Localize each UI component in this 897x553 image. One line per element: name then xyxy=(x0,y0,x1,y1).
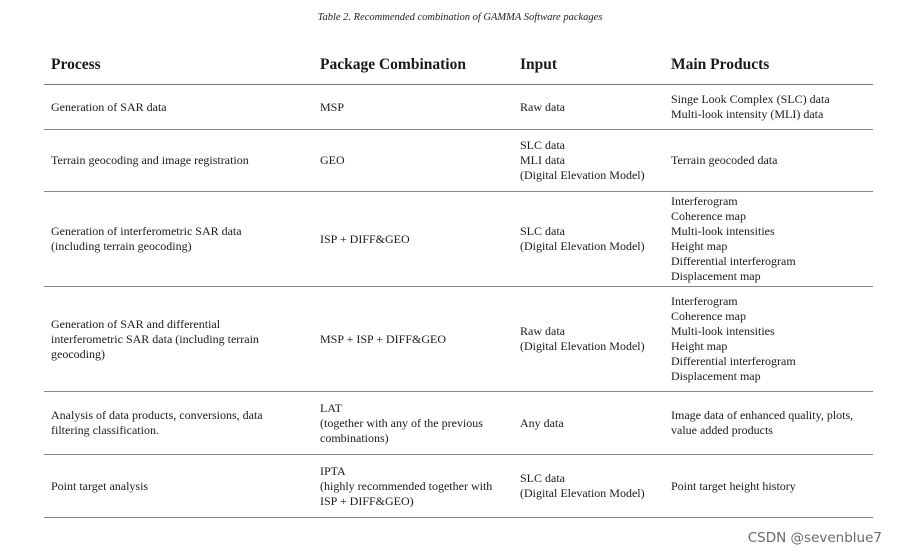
cell-main-products-line: Coherence map xyxy=(671,309,746,323)
cell-process xyxy=(44,455,313,518)
cell-package-combination xyxy=(313,192,513,287)
cell-process-line: interferometric SAR data (including terrain xyxy=(51,331,259,346)
cell-input-line: SLC data xyxy=(520,224,565,238)
cell-main-products-line: Terrain geocoded data xyxy=(671,153,778,167)
cell-process-line: filtering classification. xyxy=(51,423,159,437)
cell-package-combination xyxy=(313,130,513,192)
cell-input-line: (Digital Elevation Model) xyxy=(520,339,645,353)
cell-input-line: Any data xyxy=(520,415,564,430)
cell-input xyxy=(513,455,664,518)
cell-process-line: Terrain geocoding and image registration xyxy=(51,153,249,167)
cell-package-combination-line: MSP xyxy=(320,99,345,114)
cell-main-products-line: Interferogram xyxy=(671,294,738,308)
cell-main-products-line: value added products xyxy=(671,423,773,437)
cell-package-combination-line: combinations) xyxy=(320,430,389,445)
cell-package-combination xyxy=(313,85,513,130)
cell-input-line: (Digital Elevation Model) xyxy=(520,486,645,500)
cell-main-products-line: Displacement map xyxy=(671,269,761,283)
cell-package-combination xyxy=(313,392,513,455)
cell-process-line: Generation of SAR data xyxy=(51,99,167,114)
cell-main-products-line: Point target height history xyxy=(671,478,796,493)
cell-main-products xyxy=(664,455,873,518)
cell-package-combination-line: IPTA xyxy=(320,463,346,478)
cell-main-products-line: Height map xyxy=(671,339,728,353)
table-row xyxy=(44,392,873,455)
cell-input-line: MLI data xyxy=(520,153,565,167)
cell-package-combination-line: ISP + DIFF&GEO) xyxy=(320,493,414,508)
cell-input-line: Raw data xyxy=(520,99,565,114)
cell-main-products xyxy=(664,287,873,392)
cell-process-line: Generation of interferometric SAR data xyxy=(51,224,242,238)
cell-input xyxy=(513,392,664,455)
cell-process-line: geocoding) xyxy=(51,346,105,361)
table-header-row xyxy=(44,44,873,85)
cell-main-products-line: Singe Look Complex (SLC) data xyxy=(671,92,830,106)
cell-main-products-line: Image data of enhanced quality, plots, xyxy=(671,408,854,422)
cell-process-line: Analysis of data products, conversions, data xyxy=(51,408,263,422)
cell-package-combination-line: (highly recommended together with xyxy=(320,478,493,493)
cell-process xyxy=(44,85,313,130)
cell-process xyxy=(44,192,313,287)
cell-main-products-line: Coherence map xyxy=(671,209,746,223)
table-row xyxy=(44,192,873,287)
cell-process xyxy=(44,392,313,455)
header-main-products: Main Products xyxy=(664,44,873,85)
cell-package-combination-line: (together with any of the previous xyxy=(320,415,483,430)
cell-main-products-line: Differential interferogram xyxy=(671,254,796,268)
cell-package-combination-line: MSP + ISP + DIFF&GEO xyxy=(320,331,447,346)
cell-main-products-line: Multi-look intensities xyxy=(671,324,775,338)
cell-main-products xyxy=(664,192,873,287)
cell-input-line: (Digital Elevation Model) xyxy=(520,168,645,182)
cell-main-products-line: Height map xyxy=(671,239,728,253)
cell-input-line: Raw data xyxy=(520,324,565,338)
cell-main-products xyxy=(664,392,873,455)
cell-main-products xyxy=(664,130,873,192)
table-row xyxy=(44,85,873,130)
cell-main-products xyxy=(664,85,873,130)
cell-input xyxy=(513,85,664,130)
cell-package-combination xyxy=(313,287,513,392)
table-row xyxy=(44,455,873,518)
cell-package-combination xyxy=(313,455,513,518)
cell-process-line: Point target analysis xyxy=(51,478,149,493)
watermark: CSDN @sevenblue7 xyxy=(747,530,882,546)
cell-input-line: SLC data xyxy=(520,138,565,152)
header-package-combination: Package Combination xyxy=(313,44,513,85)
cell-process-line: Generation of SAR and differential xyxy=(51,316,221,331)
cell-main-products-line: Multi-look intensities xyxy=(671,224,775,238)
cell-process xyxy=(44,287,313,392)
cell-main-products-line: Multi-look intensity (MLI) data xyxy=(671,107,824,121)
cell-input-line: (Digital Elevation Model) xyxy=(520,239,645,253)
cell-main-products-line: Differential interferogram xyxy=(671,354,796,368)
table-row xyxy=(44,287,873,392)
cell-main-products-line: Displacement map xyxy=(671,369,761,383)
cell-input xyxy=(513,130,664,192)
cell-package-combination-line: LAT xyxy=(320,400,342,415)
cell-main-products-line: Interferogram xyxy=(671,194,738,208)
header-input: Input xyxy=(513,44,664,85)
cell-package-combination-line: GEO xyxy=(320,153,345,167)
table-row xyxy=(44,130,873,192)
cell-input xyxy=(513,287,664,392)
cell-input-line: SLC data xyxy=(520,471,565,485)
gamma-packages-table xyxy=(44,44,873,518)
cell-process-line: (including terrain geocoding) xyxy=(51,239,192,253)
table-caption: Table 2. Recommended combination of GAMMA Software packages xyxy=(317,12,603,23)
header-process: Process xyxy=(44,44,313,85)
cell-process xyxy=(44,130,313,192)
cell-input xyxy=(513,192,664,287)
cell-package-combination-line: ISP + DIFF&GEO xyxy=(320,231,410,246)
